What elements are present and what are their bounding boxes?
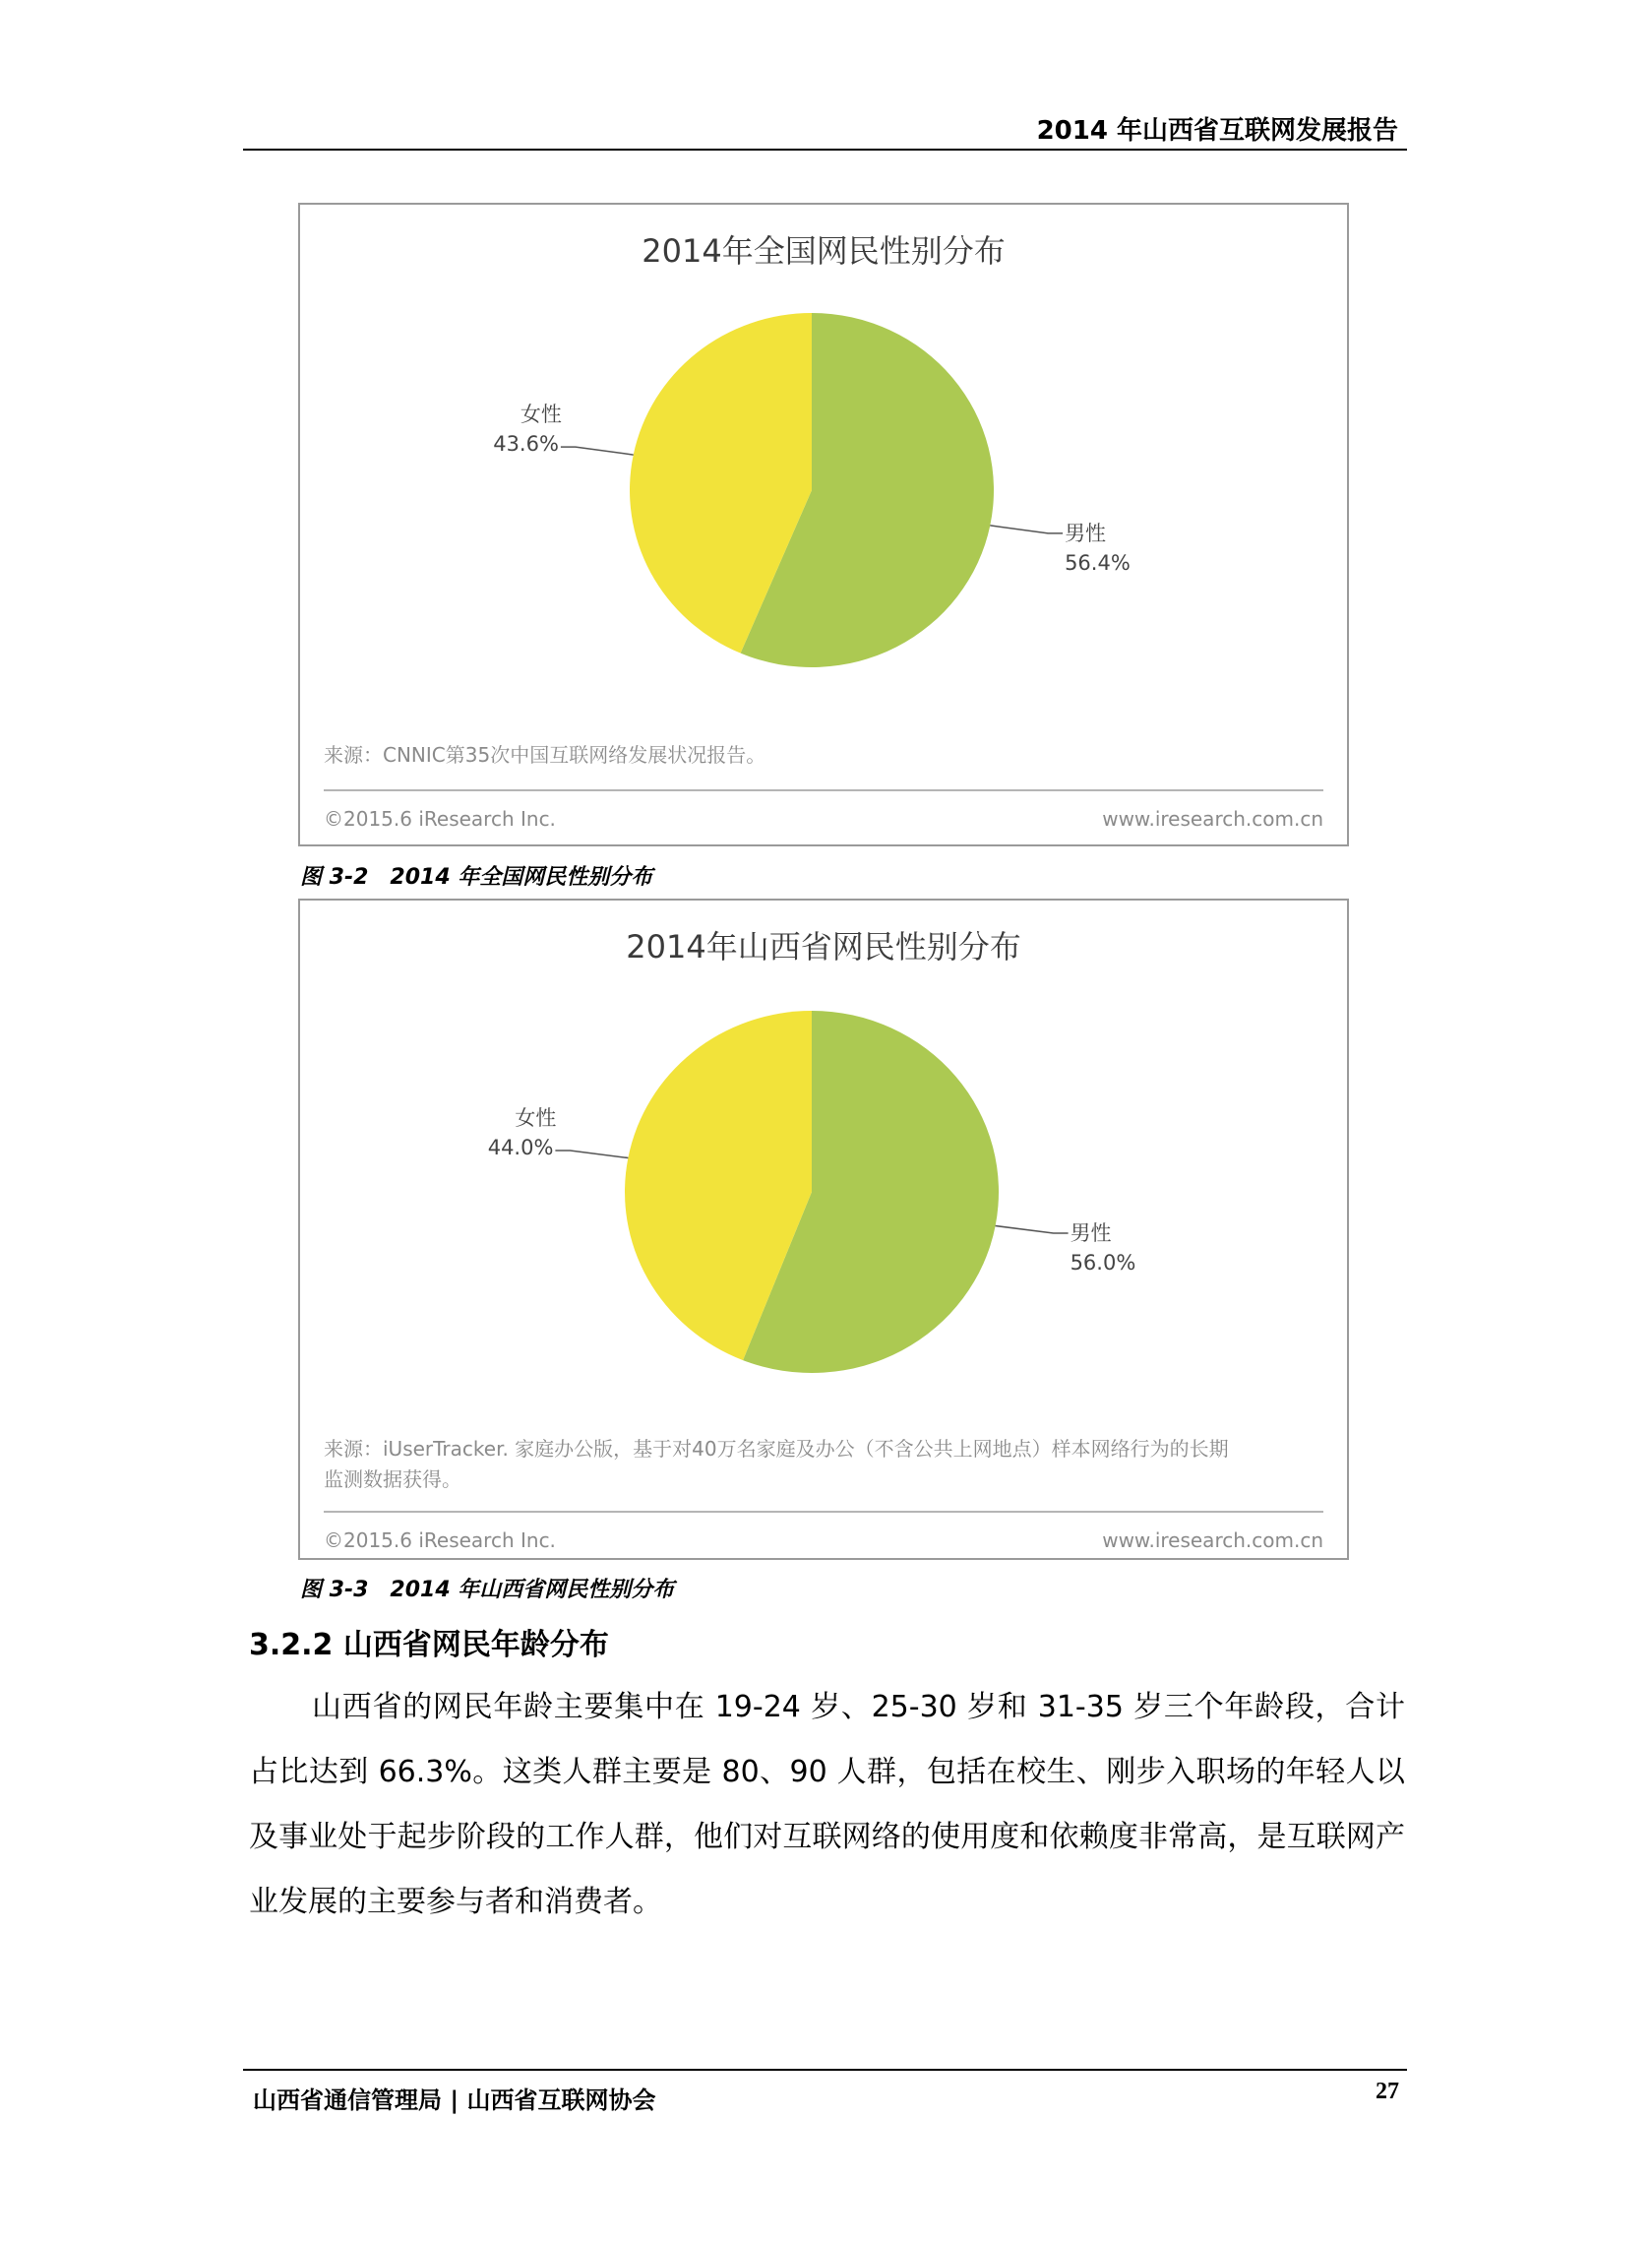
chart-copyright: ©2015.6 iResearch Inc. [324,807,556,831]
chart-website: www.iresearch.com.cn [1102,807,1323,831]
chart-source-line: 监测数据获得。 [324,1467,461,1491]
slice-value-female: 44.0% [487,1136,554,1160]
chart-shanxi-gender [298,899,1349,1560]
chart-title: 2014年全国网民性别分布 [642,232,1006,270]
figure-caption: 图 3-3 2014 年山西省网民性别分布 [300,1578,675,1602]
leader-line-female [555,1151,628,1158]
slice-value-male: 56.0% [1070,1250,1136,1275]
body-paragraph: 山西省的网民年龄主要集中在 19-24 岁、25-30 岁和 31-35 岁三个年龄段，合计占比达到 66.3%。这类人群主要是 80、90 人群，包括在校生、刚步入职场的年轻人以及事业处于起步阶段的工作人群，他们对互联网络的使用度和依赖度非常高，是互联网产业发展的主要参与者和消费者。 [249,1690,1405,1919]
section-heading: 3.2.2 山西省网民年龄分布 [249,1628,609,1662]
footer-organization: 山西省通信管理局 | 山西省互联网协会 [253,2086,656,2114]
chart-footer-rule [324,789,1323,791]
chart-website: www.iresearch.com.cn [1102,1528,1323,1552]
slice-label-female: 女性 [520,403,562,427]
header-rule [243,149,1407,151]
chart-title: 2014年山西省网民性别分布 [626,928,1021,965]
chart-copyright: ©2015.6 iResearch Inc. [324,1528,556,1552]
chart-source-line: 来源：iUserTracker. 家庭办公版，基于对40万名家庭及办公（不含公共上网地点）样本网络行为的长期 [324,1437,1229,1461]
chart-footer-rule [324,1511,1323,1513]
leader-line-male [990,526,1063,533]
page-number: 27 [1376,2079,1399,2104]
footer-rule [243,2069,1407,2071]
figure-caption: 图 3-2 2014 年全国网民性别分布 [300,865,653,890]
chart-source: 来源：CNNIC第35次中国互联网络发展状况报告。 [324,743,766,767]
chart-national-gender [298,203,1349,846]
header-title: 2014 年山西省互联网发展报告 [1036,116,1398,146]
slice-label-male: 男性 [1065,521,1107,545]
slice-value-female: 43.6% [493,432,559,457]
leader-line-male [996,1226,1069,1234]
slice-label-male: 男性 [1070,1220,1112,1245]
leader-line-female [561,447,634,455]
chart-source [324,1434,1327,1495]
slice-label-female: 女性 [515,1106,557,1131]
slice-value-male: 56.4% [1065,550,1131,575]
